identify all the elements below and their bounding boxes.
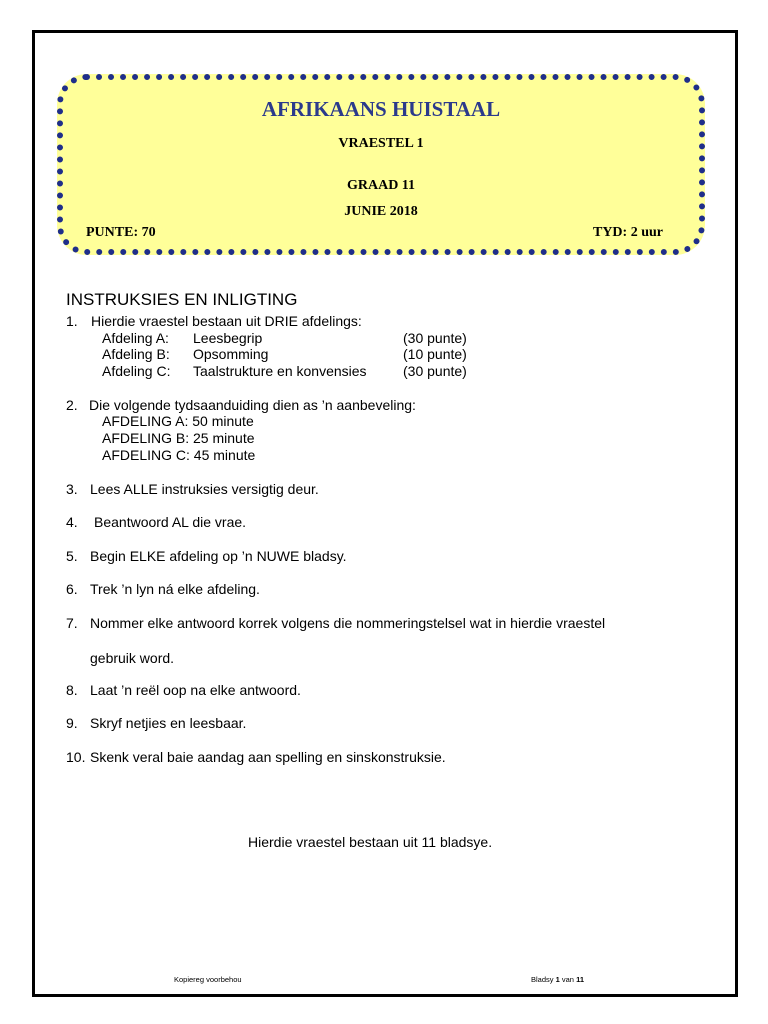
section-name: Taalstrukture en konvensies xyxy=(193,363,367,379)
item-text: Laat ’n reël oop na elke antwoord. xyxy=(90,682,301,698)
item-text: Beantwoord AL die vrae. xyxy=(94,514,247,530)
instructions-heading: INSTRUKSIES EN INLIGTING xyxy=(66,290,298,309)
page-of: van xyxy=(561,975,574,984)
page-prefix: Bladsy xyxy=(531,975,554,984)
time-label: TYD: 2 uur xyxy=(592,225,663,240)
item-number: 6. xyxy=(66,581,78,597)
document-title: AFRIKAANS HUISTAAL xyxy=(261,97,501,121)
date-label: JUNIE 2018 xyxy=(344,204,418,219)
item-number: 2. xyxy=(66,397,78,413)
item-number: 9. xyxy=(66,715,78,731)
item-text-continued: gebruik word. xyxy=(90,650,175,666)
page-number xyxy=(531,975,584,984)
section-name: Opsomming xyxy=(193,346,269,362)
item-number: 4. xyxy=(66,514,78,530)
section-label: Afdeling A: xyxy=(102,330,169,346)
page-total: 11 xyxy=(576,975,584,984)
time-row: AFDELING B: 25 minute xyxy=(102,430,255,446)
item-number: 1. xyxy=(66,313,78,329)
item-number: 8. xyxy=(66,682,78,698)
item-number: 3. xyxy=(66,481,78,497)
item-number: 10. xyxy=(66,749,86,765)
time-row: AFDELING A: 50 minute xyxy=(102,413,254,429)
item-text: Nommer elke antwoord korrek volgens die nommeringstelsel wat in hierdie vraestel xyxy=(90,615,606,631)
section-marks: (30 punte) xyxy=(403,363,467,379)
marks-label: PUNTE: 70 xyxy=(86,225,156,240)
item-text: Begin ELKE afdeling op ’n NUWE bladsy. xyxy=(90,548,347,564)
page-current: 1 xyxy=(555,975,560,984)
section-marks: (30 punte) xyxy=(403,330,467,346)
item-text: Trek ’n lyn ná elke afdeling. xyxy=(90,581,260,597)
item-text: Skenk veral baie aandag aan spelling en sinskonstruksie. xyxy=(90,749,446,765)
section-label: Afdeling C: xyxy=(102,363,171,379)
item-number: 7. xyxy=(66,615,78,631)
title-banner xyxy=(57,74,705,255)
item-text: Hierdie vraestel bestaan uit DRIE afdelings: xyxy=(91,313,362,329)
section-marks: (10 punte) xyxy=(403,346,467,362)
paper-label: VRAESTEL 1 xyxy=(338,136,424,151)
item-number: 5. xyxy=(66,548,78,564)
item-text: Lees ALLE instruksies versigtig deur. xyxy=(90,481,319,497)
page-count-note: Hierdie vraestel bestaan uit 11 bladsye. xyxy=(248,834,493,850)
time-row: AFDELING C: 45 minute xyxy=(102,447,256,463)
item-text: Die volgende tydsaanduiding dien as ’n aanbeveling: xyxy=(89,397,416,413)
section-name: Leesbegrip xyxy=(193,330,263,346)
grade-label: GRAAD 11 xyxy=(346,178,416,193)
copyright-notice: Kopiereg voorbehou xyxy=(174,975,242,984)
section-label: Afdeling B: xyxy=(102,346,170,362)
item-text: Skryf netjies en leesbaar. xyxy=(90,715,247,731)
